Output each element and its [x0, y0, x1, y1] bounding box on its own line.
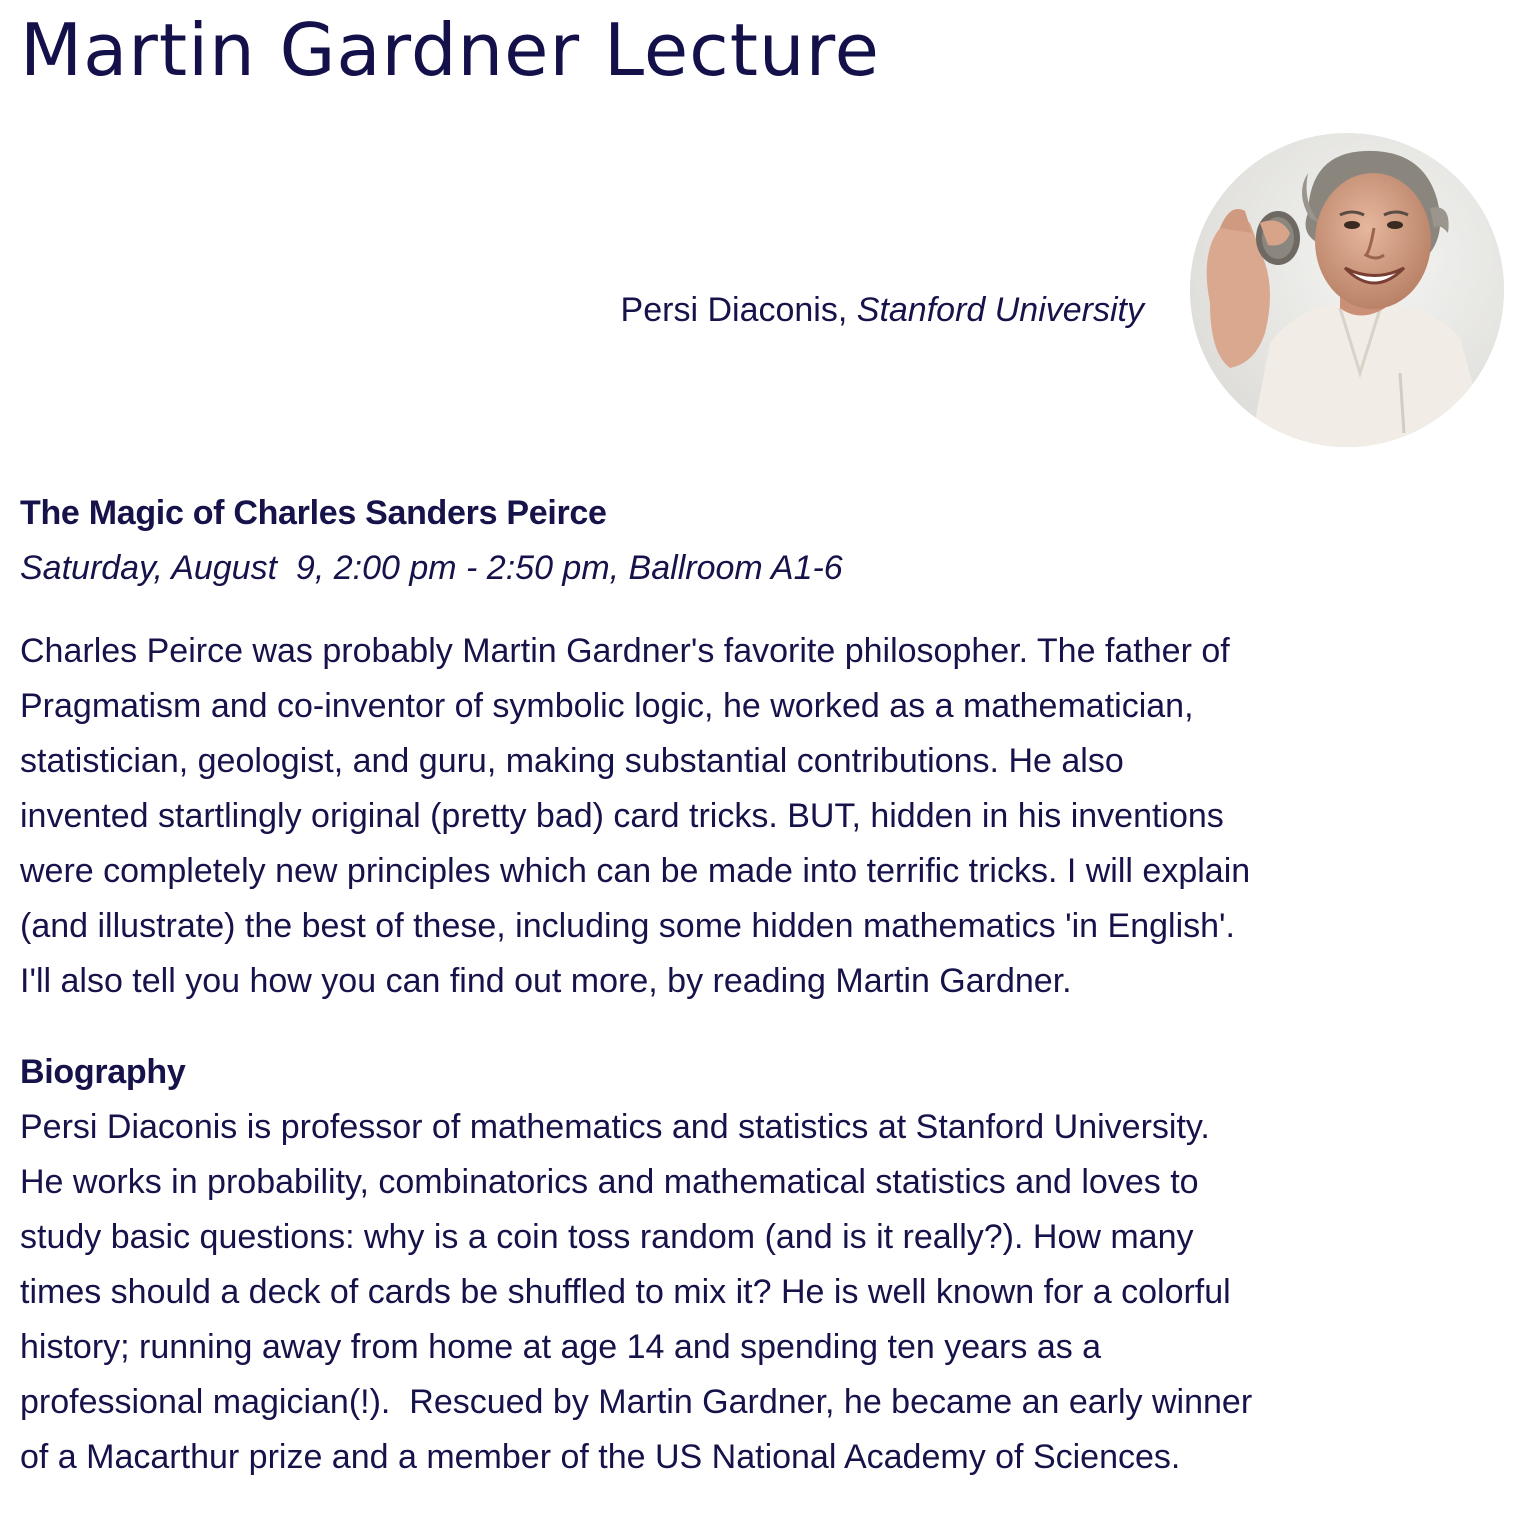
biography-line: study basic questions: why is a coin toss random (and is it really?). How many	[20, 1218, 1194, 1256]
speaker-portrait	[1190, 133, 1504, 447]
abstract-line: invented startlingly original (pretty bad) card tricks. BUT, hidden in his inventions	[20, 797, 1224, 835]
biography-line: Persi Diaconis is professor of mathematics and statistics at Stanford University.	[20, 1108, 1210, 1146]
abstract-line: (and illustrate) the best of these, including some hidden mathematics 'in English'.	[20, 907, 1235, 945]
talk-datetime-location: Saturday, August 9, 2:00 pm - 2:50 pm, Ballroom A1-6	[20, 549, 843, 587]
speaker-line	[621, 288, 1144, 332]
speaker-affiliation: Stanford University	[856, 291, 1144, 329]
biography-heading: Biography	[20, 1053, 186, 1091]
talk-title: The Magic of Charles Sanders Peirce	[20, 494, 607, 532]
abstract-line: statistician, geologist, and guru, making substantial contributions. He also	[20, 742, 1124, 780]
speaker-name: Persi Diaconis	[620, 291, 838, 329]
portrait-image	[1190, 133, 1504, 447]
talk-abstract	[20, 624, 1440, 1009]
biography-line: history; running away from home at age 14 and spending ten years as a	[20, 1328, 1102, 1366]
abstract-line: were completely new principles which can be made into terrific tricks. I will explain	[20, 852, 1251, 890]
speaker-separator: ,	[837, 291, 857, 329]
biography-line: of a Macarthur prize and a member of the US National Academy of Sciences.	[20, 1438, 1181, 1476]
main-content	[20, 486, 1440, 1485]
biography-line: professional magician(!). Rescued by Martin Gardner, he became an early winner	[20, 1383, 1253, 1421]
page-title: Martin Gardner Lecture	[20, 8, 880, 92]
abstract-line: Pragmatism and co-inventor of symbolic logic, he worked as a mathematician,	[20, 687, 1194, 725]
biography-text	[20, 1100, 1440, 1485]
biography-line: times should a deck of cards be shuffled to mix it? He is well known for a colorful	[20, 1273, 1231, 1311]
biography-line: He works in probability, combinatorics and mathematical statistics and loves to	[20, 1163, 1199, 1201]
abstract-line: I'll also tell you how you can find out more, by reading Martin Gardner.	[20, 962, 1072, 1000]
abstract-line: Charles Peirce was probably Martin Gardner's favorite philosopher. The father of	[20, 632, 1230, 670]
